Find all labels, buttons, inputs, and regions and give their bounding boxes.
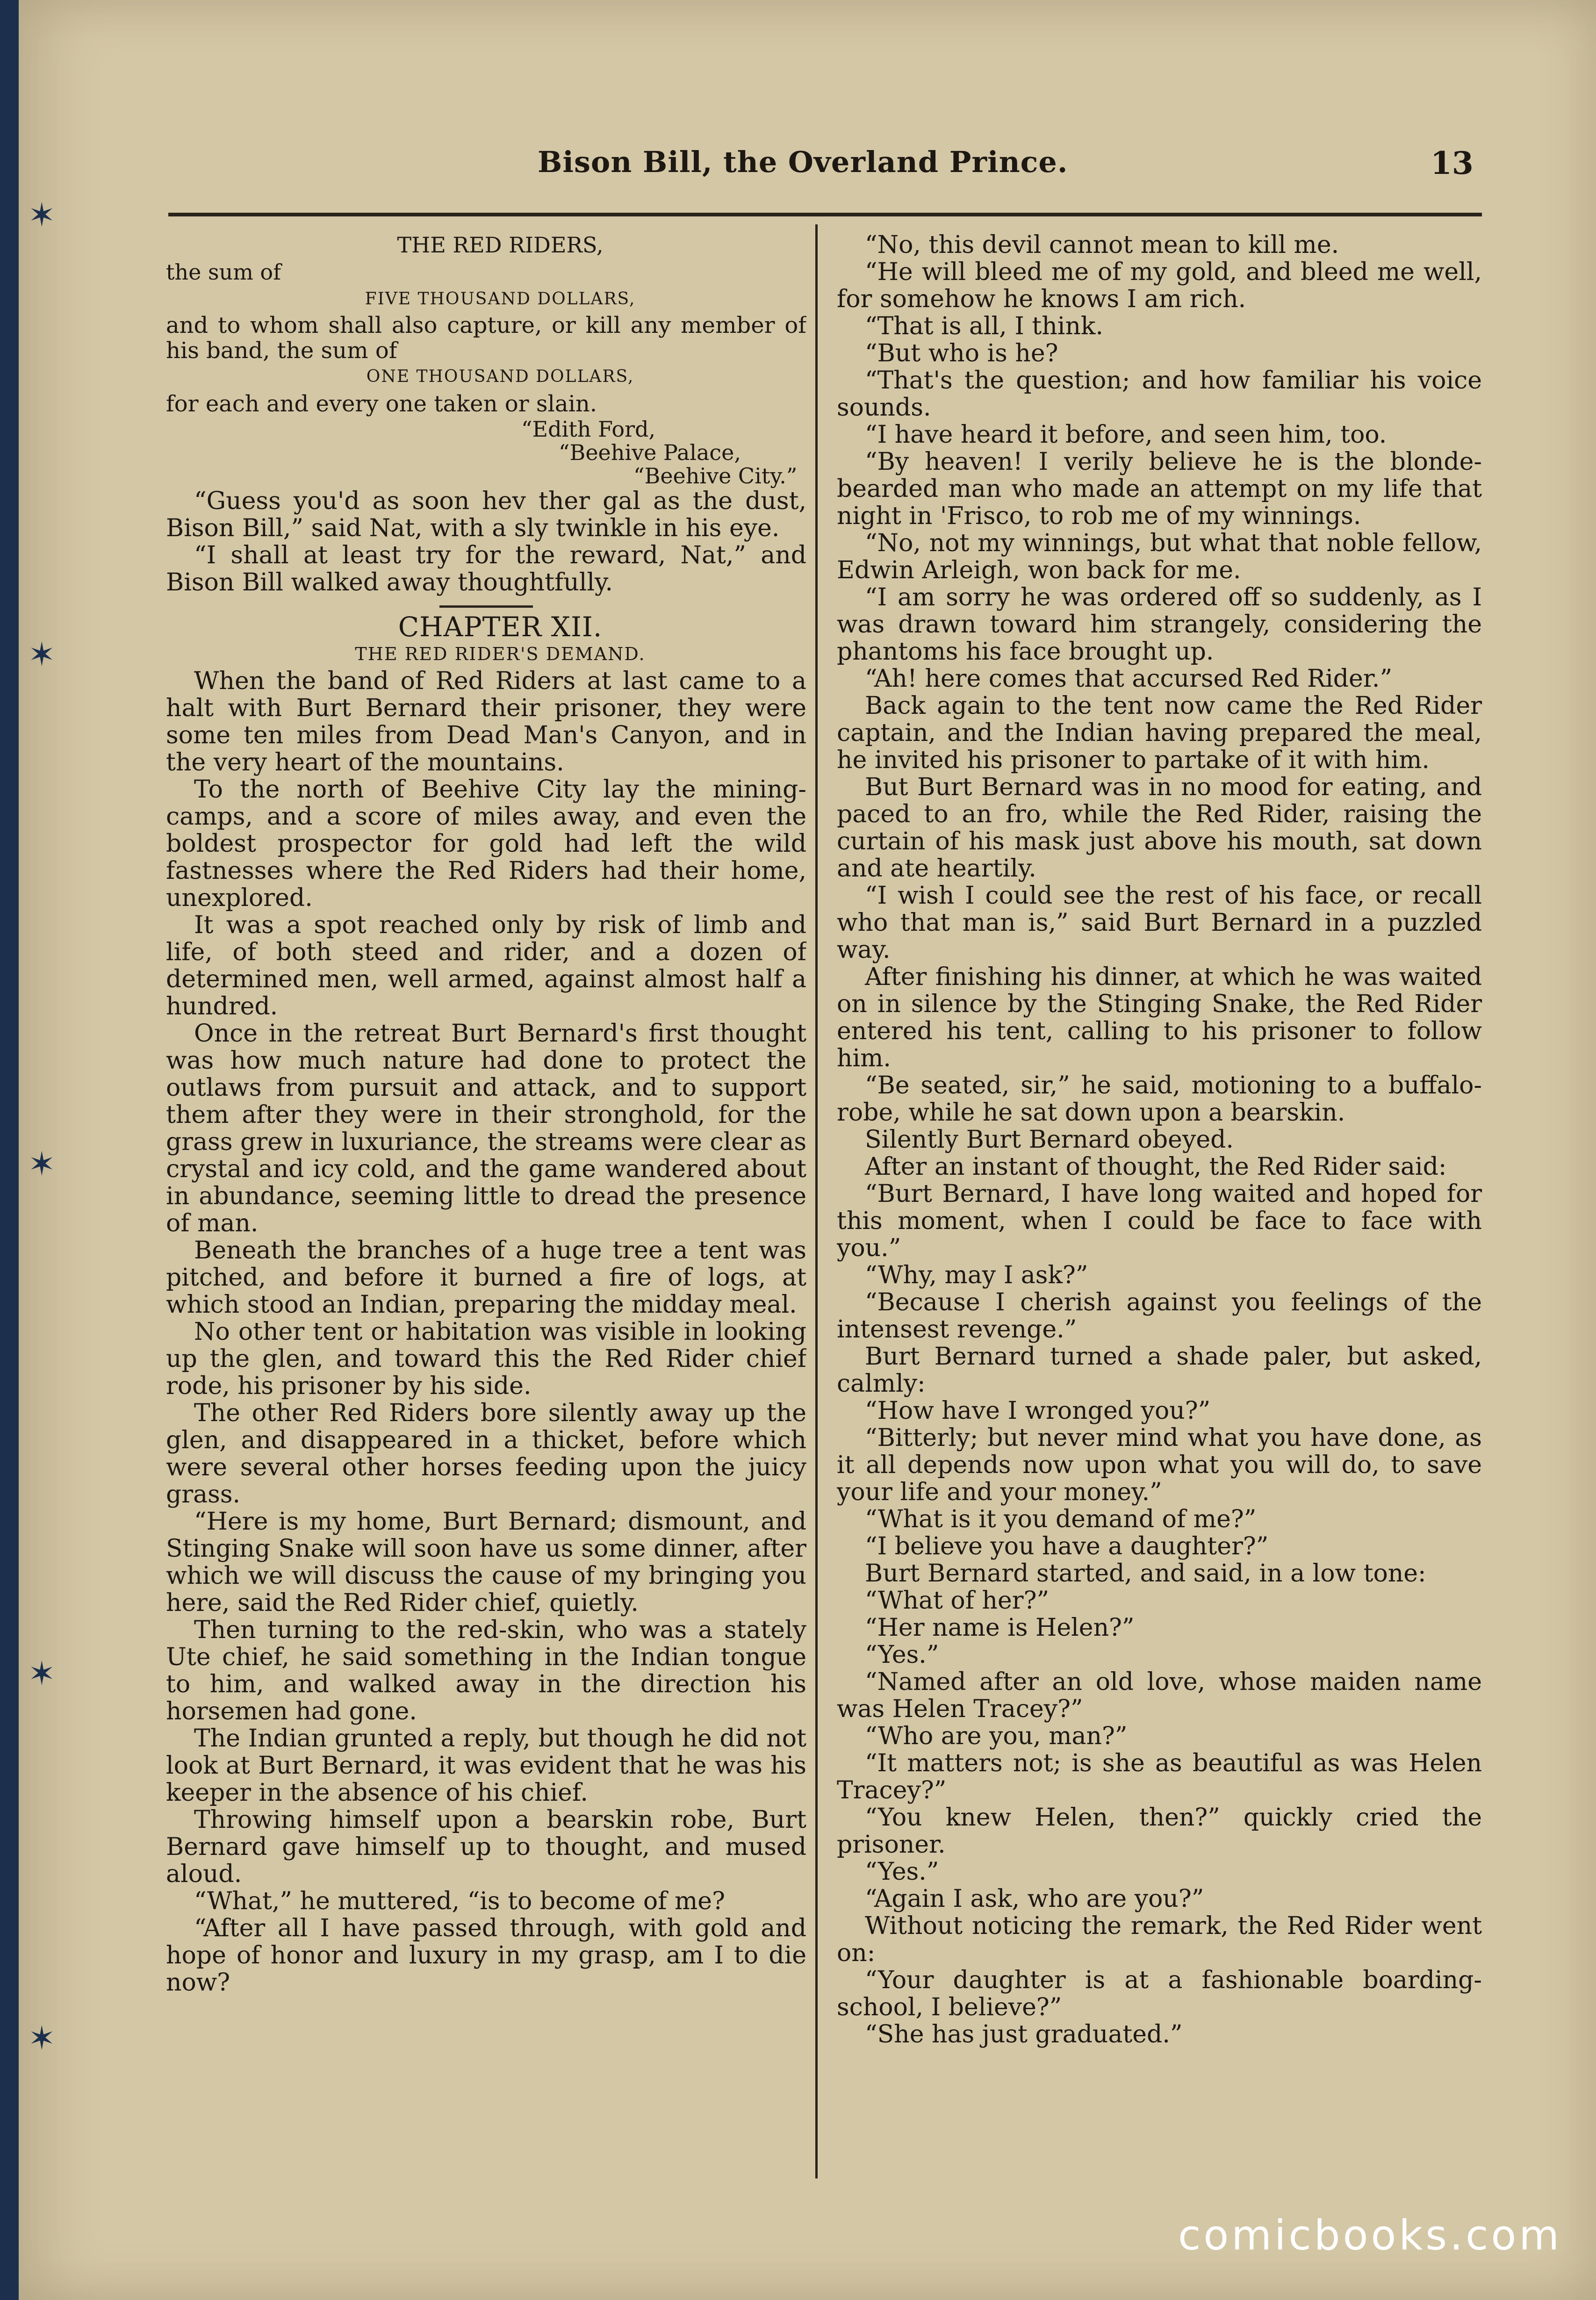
paragraph: Back again to the tent now came the Red Rider captain, and the Indian having prepared the meal, he invited his prisoner to partake of it with him. <box>837 692 1482 774</box>
paragraph: After an instant of thought, the Red Rider said: <box>865 1153 1447 1181</box>
paragraph: “Named after an old love, whose maiden name was Helen Tracey?” <box>837 1668 1482 1723</box>
paragraph: “Guess you'd as soon hev ther gal as the dust, Bison Bill,” said Nat, with a sly twinkle in his eye. <box>166 487 806 542</box>
notice-title: THE RED RIDERS, <box>397 232 604 258</box>
chapter-rule <box>439 605 533 608</box>
reward-amount: FIVE THOUSAND DOLLARS, <box>365 289 636 309</box>
paragraph: “You knew Helen, then?” quickly cried the prisoner. <box>837 1804 1482 1859</box>
signature-line: “Beehive Palace, <box>559 440 741 465</box>
running-title: Bison Bill, the Overland Prince. <box>538 145 1068 179</box>
paragraph: “That is all, I think. <box>865 312 1103 340</box>
paragraph: “What,” he muttered, “is to become of me? <box>194 1887 725 1915</box>
paragraph: “No, not my winnings, but what that noble fellow, Edwin Arleigh, won back for me. <box>837 529 1482 584</box>
paragraph: “I am sorry he was ordered off so suddenly, as I was drawn toward him strangely, considering the phantoms his face brought up. <box>837 583 1482 666</box>
paragraph: “I shall at least try for the reward, Nat,” and Bison Bill walked away thoughtfully. <box>166 541 806 597</box>
right-column <box>837 231 1482 2048</box>
paragraph: No other tent or habitation was visible in looking up the glen, and toward this the Red Rider chief rode, his prisoner by his side. <box>166 1318 806 1400</box>
page-number: 13 <box>1431 145 1474 181</box>
paragraph: “I believe you have a daughter?” <box>865 1532 1269 1560</box>
binding-staple: ✶ <box>28 2019 56 2057</box>
binding-staple: ✶ <box>28 1654 56 1693</box>
paragraph: “She has just graduated.” <box>865 2020 1183 2048</box>
notice-line: the sum of <box>166 259 281 285</box>
paragraph: “What of her?” <box>865 1587 1050 1615</box>
reward-amount: ONE THOUSAND DOLLARS, <box>366 367 634 386</box>
chapter-subtitle: THE RED RIDER'S DEMAND. <box>355 644 646 664</box>
paragraph: “Your daughter is at a fashionable boarding-school, I believe?” <box>837 1966 1482 2021</box>
paragraph: “I have heard it before, and seen him, too. <box>865 421 1387 449</box>
paragraph: To the north of Beehive City lay the mining-camps, and a score of miles away, and even the boldest prospector for gold had left the wild fastnesses where the Red Riders had their home, unexplored. <box>166 776 806 912</box>
notice-line: and to whom shall also capture, or kill any member of his band, the sum of <box>166 312 806 364</box>
binding-staple: ✶ <box>28 196 56 234</box>
notice-line: for each and every one taken or slain. <box>166 391 597 417</box>
binding-staple: ✶ <box>28 635 56 674</box>
paragraph: “Who are you, man?” <box>865 1722 1128 1750</box>
paragraph: “How have I wronged you?” <box>865 1397 1211 1425</box>
paragraph: “Because I cherish against you feelings of the intensest revenge.” <box>837 1288 1482 1344</box>
paragraph: “Here is my home, Burt Bernard; dismount, and Stinging Snake will soon have us some dinner, after which we will discuss the cause of my bringing you here, said the Red Rider chief, quietly. <box>166 1508 806 1617</box>
paragraph: “Why, may I ask?” <box>865 1261 1088 1289</box>
paragraph: Burt Bernard turned a shade paler, but asked, calmly: <box>837 1343 1482 1398</box>
paragraph: But Burt Bernard was in no mood for eating, and paced to an fro, while the Red Rider, raising the curtain of his mask just above his mouth, sat down and ate heartily. <box>837 773 1482 883</box>
paragraph: “Yes.” <box>865 1641 939 1669</box>
chapter-title: CHAPTER XII. <box>398 611 603 643</box>
paragraph: “After all I have passed through, with gold and hope of honor and luxury in my grasp, am I to die now? <box>166 1914 806 1996</box>
paragraph: “No, this devil cannot mean to kill me. <box>865 231 1339 259</box>
left-column <box>166 231 806 1996</box>
paragraph: The other Red Riders bore silently away up the glen, and disappeared in a thicket, before which were several other horses feeding upon the juicy grass. <box>166 1399 806 1509</box>
paragraph: “Again I ask, who are you?” <box>865 1885 1204 1913</box>
paragraph: Beneath the branches of a huge tree a tent was pitched, and before it burned a fire of logs, at which stood an Indian, preparing the midday meal. <box>166 1236 806 1319</box>
paragraph: “It matters not; is she as beautiful as was Helen Tracey?” <box>837 1749 1482 1804</box>
paragraph: Silently Burt Bernard obeyed. <box>865 1126 1234 1154</box>
signature-line: “Beehive City.” <box>633 463 798 489</box>
paragraph: “That's the question; and how familiar his voice sounds. <box>837 367 1482 422</box>
paragraph: Burt Bernard started, and said, in a low tone: <box>865 1560 1426 1588</box>
paragraph: Throwing himself upon a bearskin robe, Burt Bernard gave himself up to thought, and mused aloud. <box>166 1806 806 1888</box>
paragraph: “Ah! here comes that accursed Red Rider.” <box>865 665 1393 693</box>
paragraph: “By heaven! I verily believe he is the blonde-bearded man who made an attempt on my life that night in 'Frisco, to rob me of my winnings. <box>837 448 1482 530</box>
binding-staple: ✶ <box>28 1145 56 1183</box>
paragraph: “Burt Bernard, I have long waited and hoped for this moment, when I could be face to face with you.” <box>837 1180 1482 1262</box>
paragraph: “He will bleed me of my gold, and bleed me well, for somehow he knows I am rich. <box>837 258 1482 313</box>
paragraph: The Indian grunted a reply, but though he did not look at Burt Bernard, it was evident that he was his keeper in the absence of his chief. <box>166 1725 806 1807</box>
paragraph: After finishing his dinner, at which he was waited on in silence by the Stinging Snake, the Red Rider entered his tent, calling to his prisoner to follow him. <box>837 963 1482 1072</box>
paragraph: “I wish I could see the rest of his face, or recall who that man is,” said Burt Bernard in a puzzled way. <box>837 882 1482 964</box>
watermark: comicbooks.com <box>1178 2211 1562 2259</box>
paragraph: Without noticing the remark, the Red Rider went on: <box>837 1912 1482 1967</box>
paragraph: “Bitterly; but never mind what you have done, as it all depends now upon what you will do, to save your life and your money.” <box>837 1424 1482 1506</box>
paragraph: It was a spot reached only by risk of limb and life, of both steed and rider, and a dozen of determined men, well armed, against almost half a hundred. <box>166 911 806 1021</box>
header-rule <box>168 213 1482 216</box>
paragraph: When the band of Red Riders at last came to a halt with Burt Bernard their prisoner, they were some ten miles from Dead Man's Canyon, and in the very heart of the mountains. <box>166 667 806 776</box>
paragraph: “But who is he? <box>865 339 1058 367</box>
paragraph: “Her name is Helen?” <box>865 1614 1135 1642</box>
paragraph: Then turning to the red-skin, who was a stately Ute chief, he said something in the Indian tongue to him, and walked away in the direction his horsemen had gone. <box>166 1616 806 1725</box>
paragraph: Once in the retreat Burt Bernard's first thought was how much nature had done to protect the outlaws from pursuit and attack, and to support them after they were in their stronghold, for the grass grew in luxuriance, the streams were clear as crystal and icy cold, and the game wandered about in abundance, seeming little to dread the presence of man. <box>166 1020 806 1237</box>
column-divider <box>815 224 818 2178</box>
paragraph: “Be seated, sir,” he said, motioning to a buffalo-robe, while he sat down upon a bearskin. <box>837 1071 1482 1127</box>
paragraph: “What is it you demand of me?” <box>865 1505 1257 1533</box>
signature-line: “Edith Ford, <box>521 417 656 442</box>
paragraph: “Yes.” <box>865 1858 939 1886</box>
